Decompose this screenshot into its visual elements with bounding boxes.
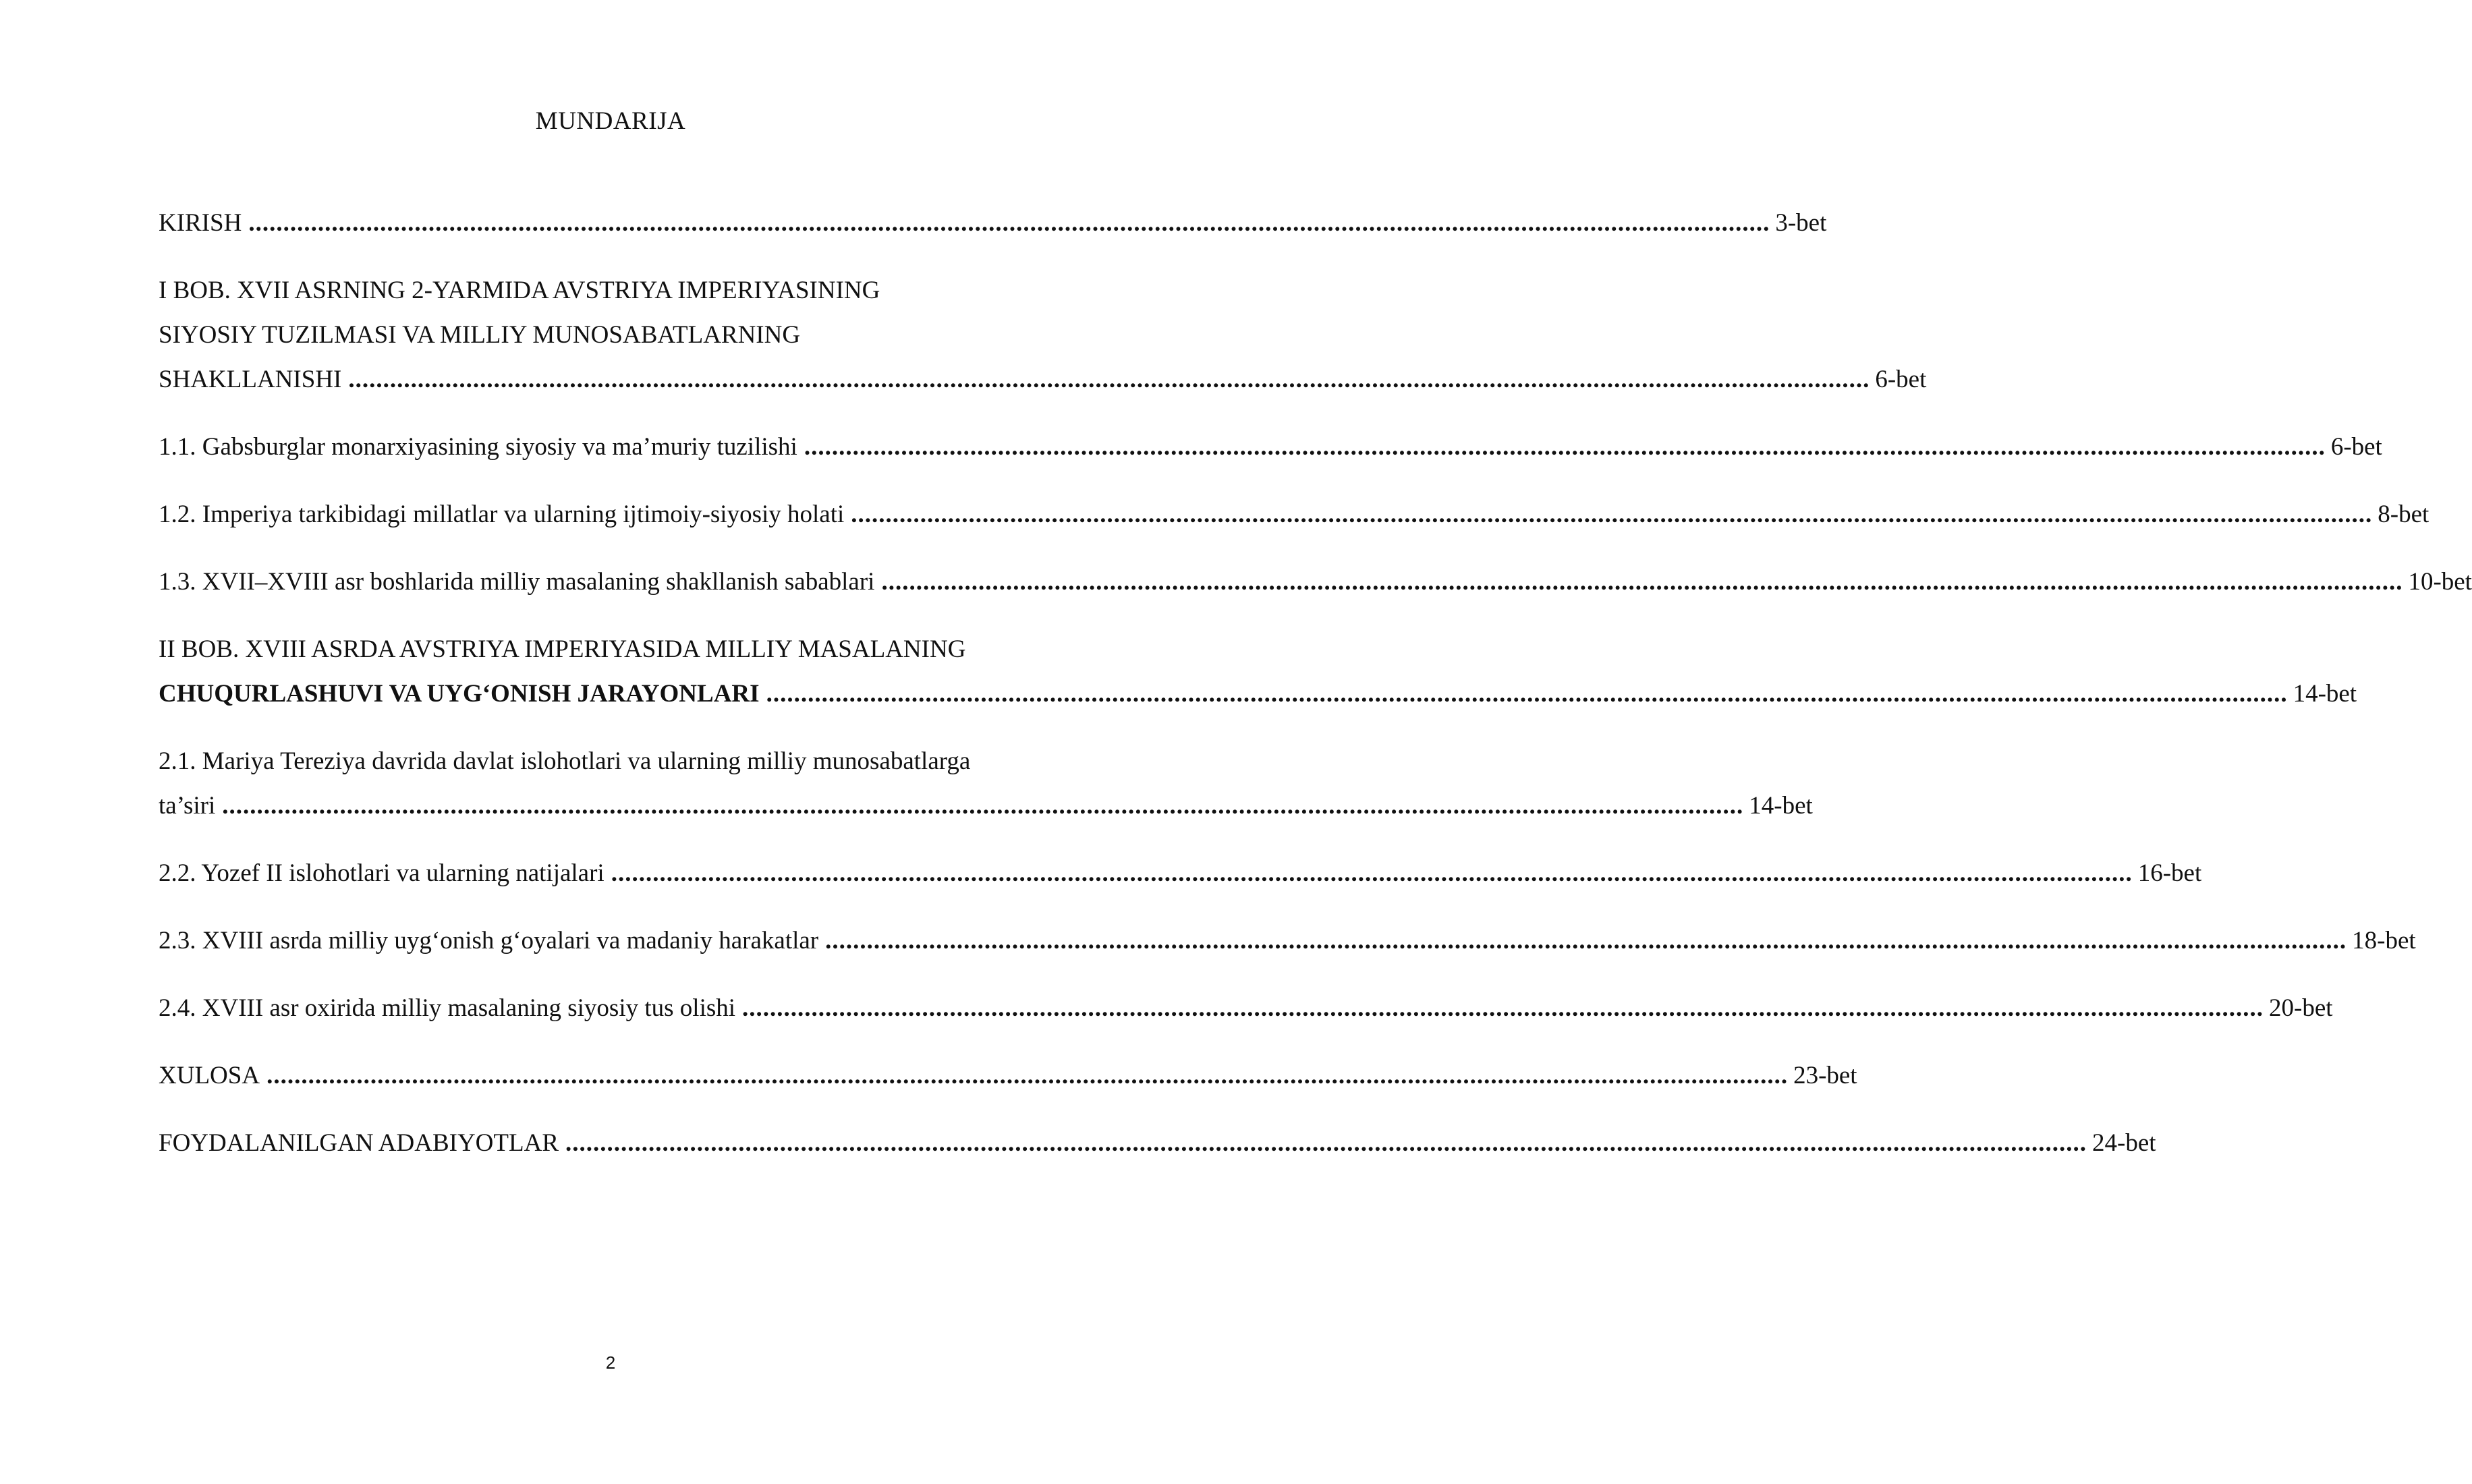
toc-entry-title: 1.2. Imperiya tarkibidagi millatlar va ularning ijtimoiy-siyosiy holati xyxy=(159,501,845,528)
toc-entry-title: FOYDALANILGAN ADABIYOTLAR xyxy=(159,1129,559,1157)
dot-leader: ............................................................................................................................................................................................................................ xyxy=(266,1062,1789,1089)
dot-leader: ............................................................................................................................................................................................................................ xyxy=(248,209,1770,237)
toc-entry-chapter-2 xyxy=(159,627,2357,716)
toc-entry-section-2-3 xyxy=(159,919,2416,963)
toc-entry-title: 2.3. XVIII asrda milliy uyg‘onish g‘oyalari va madaniy harakatlar xyxy=(159,927,819,954)
toc-entry-title: CHUQURLASHUVI VA UYG‘ONISH JARAYONLARI xyxy=(159,680,760,708)
toc-entry-bibliography xyxy=(159,1121,2156,1166)
toc-entry-section-2-4 xyxy=(159,986,2333,1031)
toc-entry-title: SHAKLLANISHI xyxy=(159,366,342,393)
dot-leader: ............................................................................................................................................................................................................................ xyxy=(222,792,1744,820)
dot-leader: ............................................................................................................................................................................................................................ xyxy=(825,927,2347,954)
toc-page-ref: 8-bet xyxy=(2378,501,2429,528)
dot-leader: ............................................................................................................................................................................................................................ xyxy=(742,994,2264,1022)
toc-page-ref: 18-bet xyxy=(2352,927,2416,954)
toc-entry-section-2-1 xyxy=(159,739,1813,828)
toc-entry-title: 2.4. XVIII asr oxirida milliy masalaning siyosiy tus olishi xyxy=(159,994,736,1022)
toc-entry-chapter-1 xyxy=(159,268,1927,402)
toc-entry-title: ta’siri xyxy=(159,792,216,820)
toc-entry-xulosa xyxy=(159,1054,1857,1098)
toc-page-ref: 16-bet xyxy=(2137,859,2202,887)
toc-page-ref: 6-bet xyxy=(1875,366,1927,393)
table-of-contents xyxy=(159,201,2472,1189)
dot-leader: ............................................................................................................................................................................................................................ xyxy=(766,680,2288,708)
toc-page-ref: 20-bet xyxy=(2269,994,2333,1022)
page-number: 2 xyxy=(605,1352,616,1373)
toc-entry-kirish xyxy=(159,201,1827,246)
toc-entry-title-line: SIYOSIY TUZILMASI VA MILLIY MUNOSABATLARNING xyxy=(159,321,801,349)
dot-leader: ............................................................................................................................................................................................................................ xyxy=(348,366,1870,393)
toc-page-ref: 6-bet xyxy=(2330,433,2382,461)
toc-page-ref: 3-bet xyxy=(1775,209,1827,237)
toc-page-ref: 24-bet xyxy=(2092,1129,2156,1157)
dot-leader: ............................................................................................................................................................................................................................ xyxy=(804,433,2326,461)
toc-page-ref: 14-bet xyxy=(1749,792,1813,820)
toc-entry-section-2-2 xyxy=(159,851,2202,896)
dot-leader: ............................................................................................................................................................................................................................ xyxy=(881,568,2403,596)
toc-entry-title: 1.3. XVII–XVIII asr boshlarida milliy masalaning shakllanish sabablari xyxy=(159,568,875,596)
dot-leader: ............................................................................................................................................................................................................................ xyxy=(851,501,2373,528)
dot-leader: ............................................................................................................................................................................................................................ xyxy=(565,1129,2087,1157)
toc-entry-title-line: II BOB. XVIII ASRDA AVSTRIYA IMPERIYASIDA MILLIY MASALANING xyxy=(159,635,966,663)
toc-entry-title: 1.1. Gabsburglar monarxiyasining siyosiy va ma’muriy tuzilishi xyxy=(159,433,797,461)
toc-page-ref: 14-bet xyxy=(2293,680,2357,708)
toc-page-ref: 23-bet xyxy=(1793,1062,1857,1089)
toc-entry-title: XULOSA xyxy=(159,1062,260,1089)
toc-entry-section-1-1 xyxy=(159,425,2382,469)
toc-entry-section-1-2 xyxy=(159,492,2429,537)
page-title: MUNDARIJA xyxy=(535,107,686,135)
toc-entry-title: KIRISH xyxy=(159,209,242,237)
toc-entry-section-1-3 xyxy=(159,560,2472,604)
toc-entry-title-line: 2.1. Mariya Tereziya davrida davlat islohotlari va ularning milliy munosabatlarga xyxy=(159,747,971,775)
toc-entry-title-line: I BOB. XVII ASRNING 2-YARMIDA AVSTRIYA IMPERIYASINING xyxy=(159,277,880,304)
toc-page-ref: 10-bet xyxy=(2408,568,2472,596)
toc-entry-title: 2.2. Yozef II islohotlari va ularning natijalari xyxy=(159,859,605,887)
dot-leader: ............................................................................................................................................................................................................................ xyxy=(611,859,2133,887)
